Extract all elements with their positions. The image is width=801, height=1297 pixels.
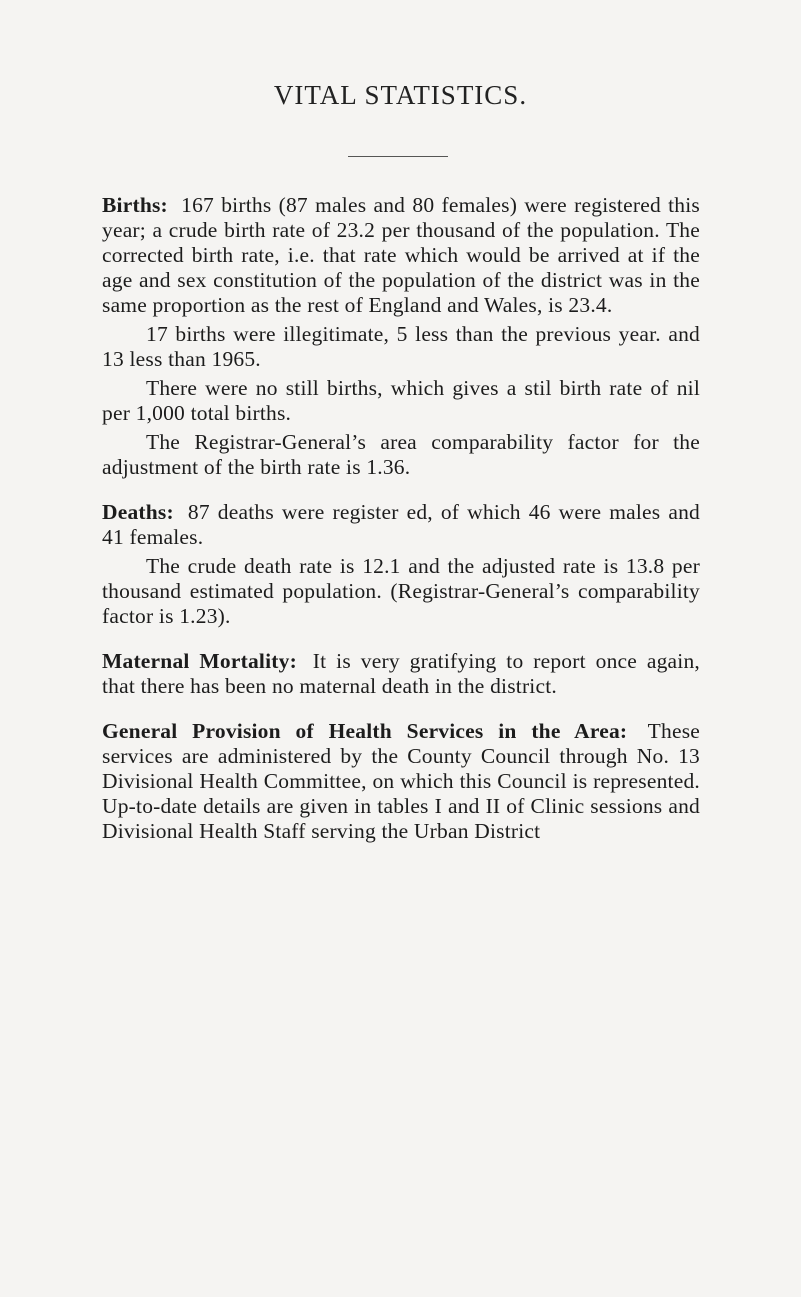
births-paragraph-3: There were no still births, which gives a stil birth rate of nil per 1,000 total births. [102,376,700,425]
maternal-paragraph-1 [102,649,700,699]
maternal-text-1: It is very gratifying to report once again, that there has been no maternal death in the district. [102,649,701,698]
maternal-mortality-section [102,649,700,699]
general-text-1: These services are administered by the County Council through No. 13 Divisional Health Committee, on which this Council is represented. Up-to-date details are given in tables I and II of Clinic sessions and Divisional Health Staff serving the Urban District [102,719,701,843]
deaths-heading: Deaths: [102,500,174,524]
deaths-paragraph-1 [102,500,700,550]
deaths-paragraph-2: The crude death rate is 12.1 and the adjusted rate is 13.8 per thousand estimated population. (Registrar-General’s comparability factor is 1.23). [102,554,700,628]
deaths-text-1: 87 deaths were register ed, of which 46 were males and 41 females. [102,500,700,549]
general-provision-section [102,719,700,844]
document-body [102,193,700,844]
general-heading: General Provision of Health Services in the Area: [102,719,628,743]
title-divider [348,156,448,157]
births-paragraph-1 [102,193,700,318]
deaths-section [102,500,700,629]
page-title: VITAL STATISTICS. [273,80,528,110]
births-text-1: 167 births (87 males and 80 females) were registered this year; a crude birth rate of 23.2 per thousand of the population. The corrected birth rate, i.e. that rate which would be arrived at if the age and sex constitution of the population of the district was in the same proportion as the rest of England and Wales, is 23.4. [102,193,700,317]
births-section [102,193,700,480]
births-heading: Births: [102,193,168,217]
general-paragraph-1 [102,719,700,844]
births-paragraph-2: 17 births were illegitimate, 5 less than the previous year. and 13 less than 1965. [102,322,700,371]
maternal-heading: Maternal Mortality: [102,649,297,673]
births-paragraph-4: The Registrar-General’s area comparability factor for the adjustment of the birth rate is 1.36. [102,430,700,479]
